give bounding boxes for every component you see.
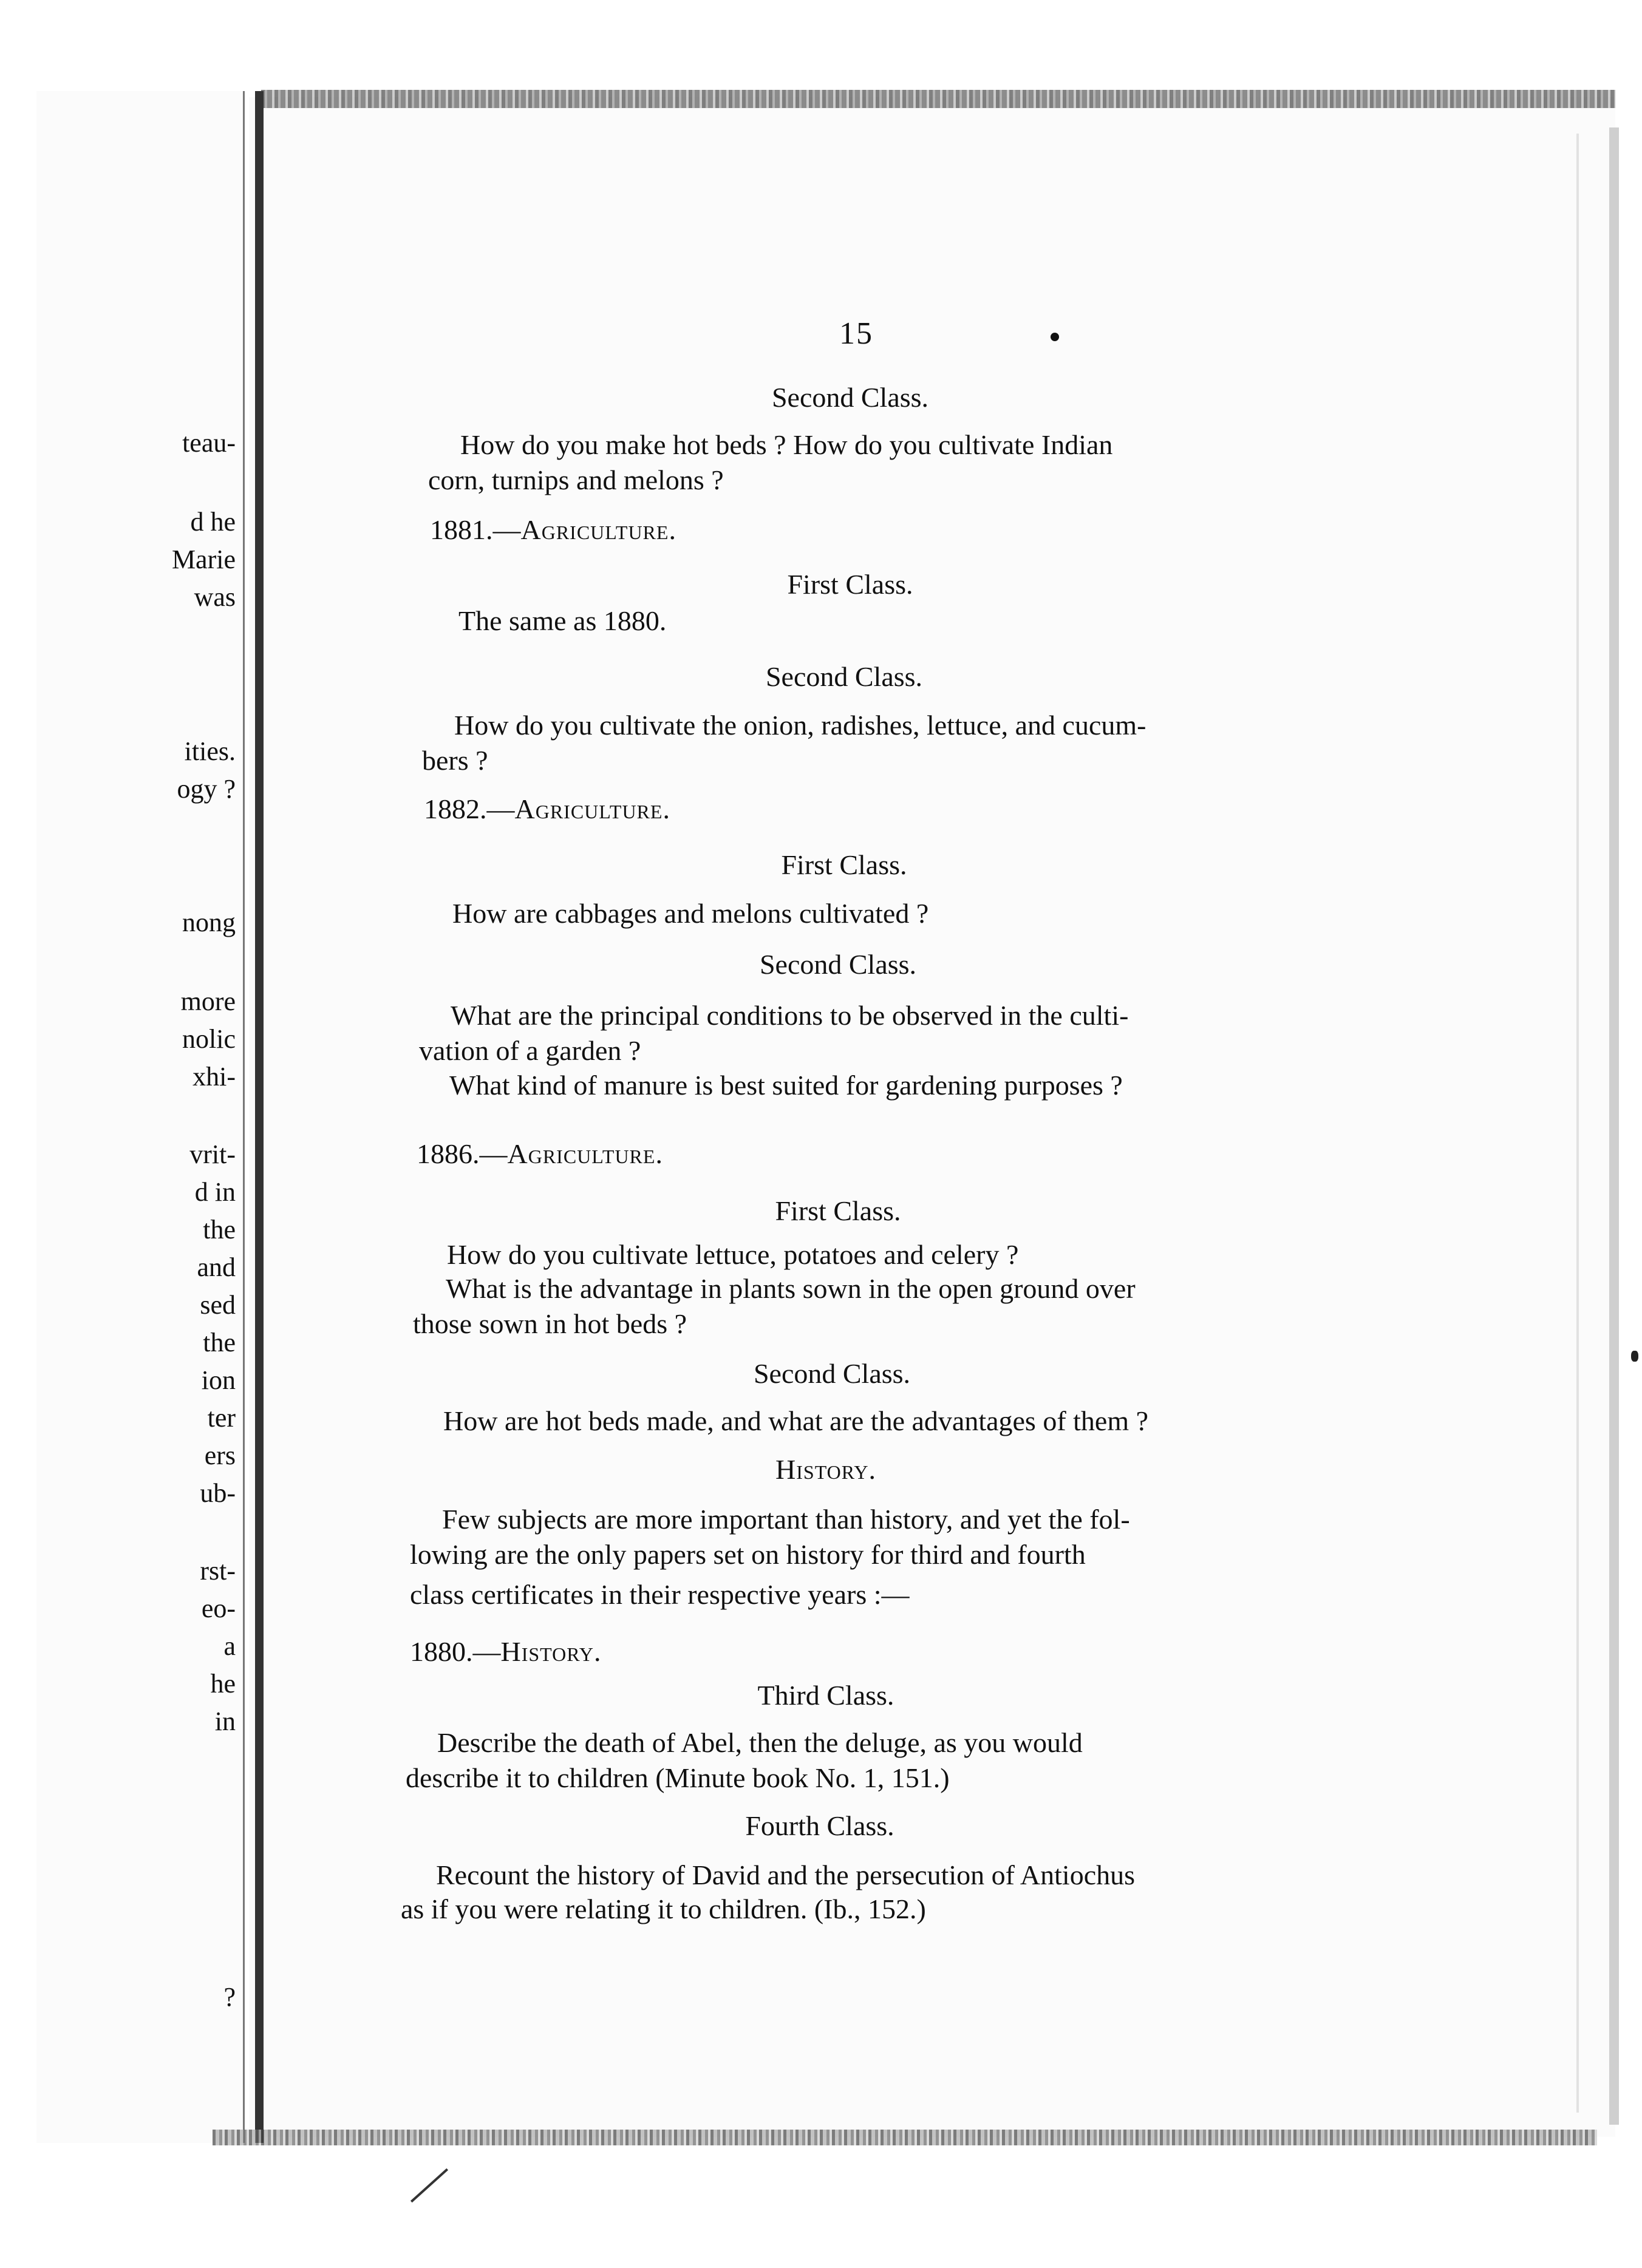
text-line: How do you cultivate lettuce, potatoes and celery ?: [447, 1239, 1019, 1270]
text-line: What are the principal conditions to be observed in the culti-: [451, 1000, 1129, 1031]
text-line: How do you make hot beds ? How do you cultivate Indian: [460, 429, 1113, 460]
text-line: corn, turnips and melons ?: [428, 464, 724, 495]
text-line: What kind of manure is best suited for gardening purposes ?: [449, 1070, 1123, 1101]
section-heading: First Class.: [787, 569, 913, 600]
scan-edge-bottom: [213, 2130, 1597, 2145]
subject-label: Agriculture.: [520, 514, 676, 545]
left-page-fragment: more: [180, 986, 236, 1016]
text-line: describe it to children (Minute book No. 1, 151.): [406, 1762, 950, 1793]
left-page-fragment: in: [214, 1706, 236, 1736]
left-page-fragment: Marie: [171, 545, 236, 574]
left-page-fragment: teau-: [182, 428, 236, 458]
text-line: How are cabbages and melons cultivated ?: [452, 898, 929, 929]
left-page-fragment: ?: [223, 1982, 236, 2012]
section-heading: Fourth Class.: [745, 1810, 894, 1841]
text-line: What is the advantage in plants sown in the open ground over: [446, 1273, 1136, 1304]
section-heading: History.: [775, 1454, 876, 1485]
year-heading: [430, 516, 676, 544]
left-page-fragment: ers: [204, 1441, 236, 1470]
text-line: The same as 1880.: [458, 605, 667, 636]
left-page: [0, 91, 245, 2143]
ink-smudge: [1631, 1351, 1638, 1362]
left-page-fragment: the: [203, 1328, 236, 1357]
ink-stroke: [410, 2168, 448, 2203]
left-page-fragment: ter: [207, 1403, 236, 1433]
left-page-fragment: the: [203, 1215, 236, 1244]
subject-label: Agriculture.: [507, 1138, 663, 1169]
section-heading: Second Class.: [753, 1358, 911, 1389]
text-line: How are hot beds made, and what are the advantages of them ?: [443, 1405, 1149, 1436]
text-line: Describe the death of Abel, then the deluge, as you would: [437, 1727, 1083, 1758]
left-page-margin: [0, 91, 36, 2143]
left-page-fragment: rst-: [200, 1556, 236, 1586]
section-heading: Second Class.: [759, 949, 917, 980]
text-line: bers ?: [422, 745, 488, 776]
year-heading: [417, 1140, 663, 1168]
book-spine: [255, 91, 264, 2143]
ink-dot: [1051, 333, 1059, 341]
text-line: class certificates in their respective years :—: [410, 1579, 910, 1610]
left-page-fragment: sed: [200, 1290, 236, 1320]
left-page-fragment: and: [197, 1252, 236, 1282]
page-number: 15: [839, 316, 873, 351]
year-label: 1880.—: [410, 1636, 501, 1667]
year-label: 1882.—: [424, 793, 515, 824]
left-page-fragment: ities.: [184, 736, 236, 766]
year-heading: [410, 1638, 601, 1666]
subject-label: History.: [500, 1636, 602, 1667]
section-heading: First Class.: [781, 849, 907, 880]
section-heading: Third Class.: [757, 1680, 894, 1711]
text-line: lowing are the only papers set on history for third and fourth: [410, 1539, 1086, 1570]
left-page-fragment: eo-: [201, 1594, 236, 1623]
year-label: 1881.—: [430, 514, 521, 545]
left-page-fragment: ogy ?: [177, 774, 236, 804]
left-page-fragment: d he: [190, 507, 236, 537]
left-page-fragment: ion: [201, 1365, 236, 1395]
left-page-fragment: nolic: [182, 1024, 236, 1054]
text-line: How do you cultivate the onion, radishes, lettuce, and cucum-: [454, 710, 1146, 741]
text-line: Few subjects are more important than history, and yet the fol-: [442, 1504, 1130, 1535]
left-page-fragment: d in: [194, 1177, 236, 1207]
left-page-fragment: vrit-: [189, 1139, 236, 1169]
left-page-fragment: nong: [182, 908, 236, 937]
left-page-fragment: he: [210, 1669, 236, 1699]
text-line: those sown in hot beds ?: [413, 1308, 687, 1339]
left-page-fragment: was: [194, 582, 236, 612]
left-page-fragment: ub-: [200, 1478, 236, 1508]
section-heading: First Class.: [775, 1195, 901, 1226]
text-line: as if you were relating it to children. (Ib., 152.): [401, 1893, 926, 1924]
page-edge-shadow: [1576, 134, 1579, 2113]
scan-edge-top: [261, 90, 1615, 108]
year-heading: [424, 795, 670, 823]
section-heading: Second Class.: [771, 382, 929, 413]
year-label: 1886.—: [417, 1138, 508, 1169]
text-line: Recount the history of David and the persecution of Antiochus: [436, 1859, 1136, 1890]
section-heading: Second Class.: [765, 661, 923, 692]
left-page-fragment: xhi-: [192, 1062, 236, 1092]
text-line: vation of a garden ?: [419, 1035, 641, 1066]
left-page-fragment: a: [223, 1631, 236, 1661]
page-edge-right: [1609, 127, 1619, 2125]
subject-label: Agriculture.: [514, 793, 670, 824]
